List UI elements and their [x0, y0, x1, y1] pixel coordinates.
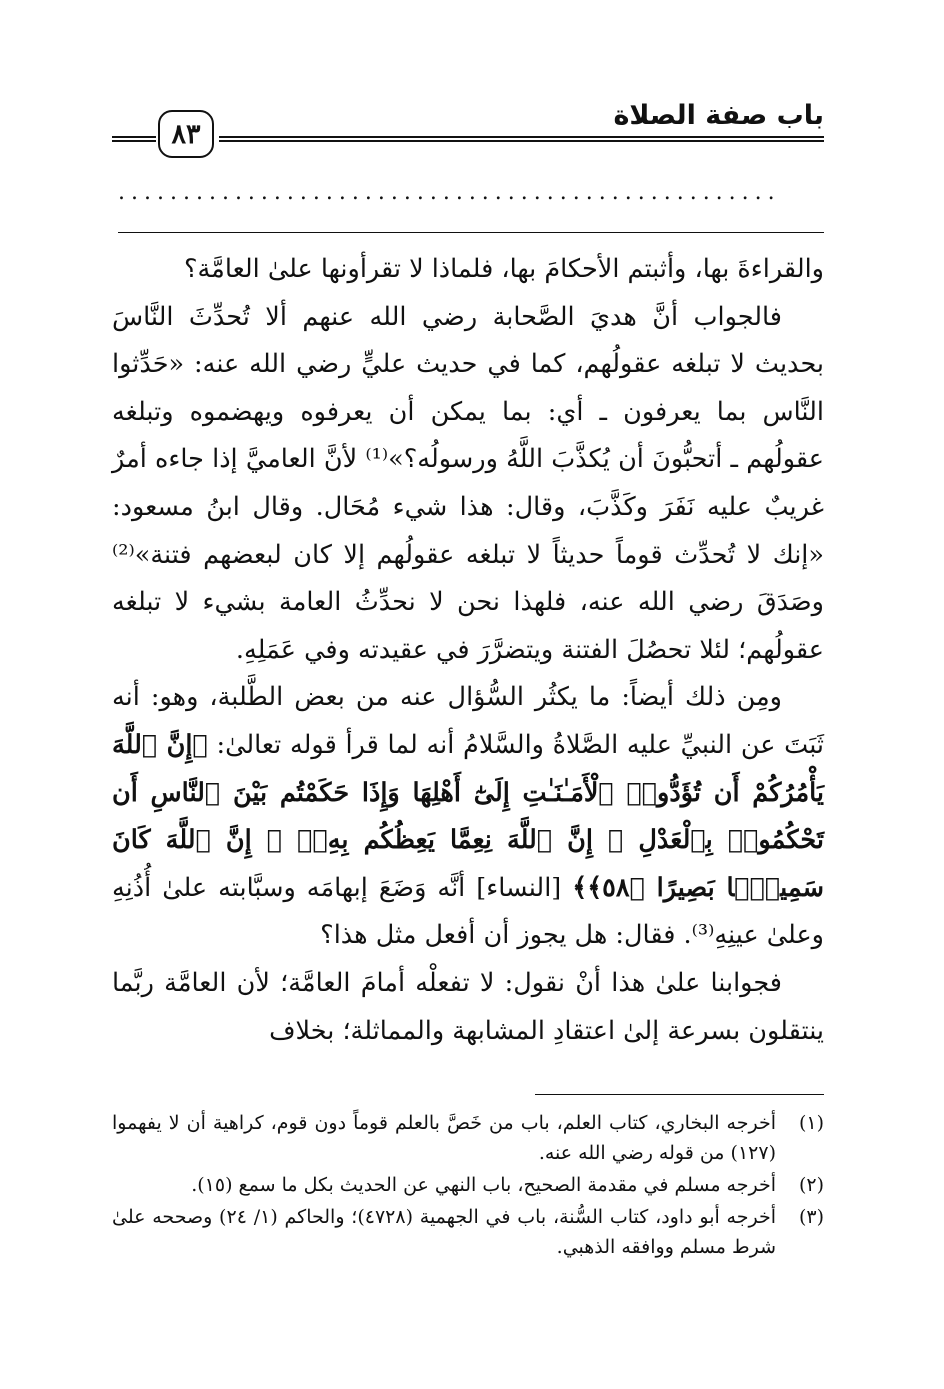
footnote-3 — [112, 1202, 824, 1262]
header-rule — [219, 136, 824, 142]
footnote-1 — [112, 1108, 824, 1168]
top-body-rule — [118, 232, 824, 233]
footnote-number: (٣) — [798, 1206, 824, 1228]
header-rule-short — [112, 136, 156, 142]
after-verse-text: [النساء] أنَّه وَضَعَ إبهامَه وسبَّابته علىٰ أُذُنِهِ وعلىٰ عينِهِ⁽³⁾. فقال: هل يجوز أن أفعل مثل هذا؟ — [112, 872, 824, 951]
main-text — [112, 246, 824, 1055]
footnote-text: أخرجه أبو داود، كتاب السُّنة، باب في الجهمية (٤٧٢٨)؛ والحاكم (١/ ٢٤) وصححه علىٰ شرط مسلم ووافقه الذهبي. — [112, 1206, 776, 1258]
paragraph-3-intro: ومِن ذلك أيضاً: ما يكثُر السُّؤال عنه من بعض الطَّلبة، وهو: أنه ثَبَتَ عن النبيِّ عليه الصَّلاةُ والسَّلامُ أنه لما قرأ قوله تعالىٰ: — [112, 682, 824, 760]
footnotes — [112, 1108, 824, 1264]
footnote-separator — [535, 1094, 824, 1095]
paragraph-4: فجوابنا علىٰ هذا أنْ نقول: لا تفعلْه أمامَ العامَّة؛ لأن العامَّة ربَّما ينتقلون بسرعة إلىٰ اعتقادِ المشابهة والمماثلة؛ بخلاف — [112, 967, 824, 1046]
footnote-2 — [112, 1170, 824, 1200]
footnote-text: أخرجه مسلم في مقدمة الصحيح، باب النهي عن الحديث بكل ما سمع (١٥). — [191, 1174, 776, 1196]
dotted-separator: ................................................... — [118, 180, 781, 205]
paragraph-3 — [112, 674, 824, 960]
page-number: ٨٣ — [158, 110, 214, 158]
quran-verse: ﴿إِنَّ ٱللَّهَ يَأْمُرُكُمْ أَن تُؤَدُّوا۟ ٱلْأَمَـٰنَـٰتِ إِلَىٰٓ أَهْلِهَا وَإِذَا حَكَمْتُم بَيْنَ ٱلنَّاسِ أَن تَحْكُمُوا۟ بِٱلْعَدْلِ ۚ إِنَّ ٱللَّهَ نِعِمَّا يَعِظُكُم بِهِۦٓ ۗ إِنَّ ٱللَّهَ كَانَ سَمِيعًۢا بَصِيرًا ﴿٥٨﴾﴾ — [112, 729, 824, 903]
footnote-text: أخرجه البخاري، كتاب العلم، باب من خَصَّ بالعلم قوماً دون قوم، كراهية أن لا يفهموا (١٢٧) من قوله رضي الله عنه. — [112, 1112, 776, 1164]
running-title: باب صفة الصلاة — [613, 100, 824, 131]
footnote-number: (٢) — [798, 1174, 824, 1196]
footnote-number: (١) — [798, 1112, 824, 1134]
paragraph-2: فالجواب أنَّ هديَ الصَّحابة رضي الله عنهم ألا تُحدِّثَ النَّاسَ بحديث لا تبلغه عقولُهم، كما في حديث عليٍّ رضي الله عنه: «حَدِّثوا النَّاس بما يعرفون ـ أي: بما يمكن أن يعرفوه ويهضموه وتبلغه عقولُهم ـ أتحبُّونَ أن يُكذَّبَ اللَّهُ ورسولُه؟»⁽¹⁾ لأنَّ العاميَّ إذا جاءه أمرٌ غريبٌ عليه نَفَرَ وكَذَّبَ، وقال: هذا شيء مُحَال. وقال ابنُ مسعود: «إنك لا تُحدِّث قوماً حديثاً لا تبلغه عقولُهم إلا كان لبعضهم فتنة»⁽²⁾ وصَدَقَ رضي الله عنه، فلهذا نحن لا نحدِّثُ العامة بشيء لا تبلغه عقولُهم؛ لئلا تحصُلَ الفتنة ويتضرَّرَ في عقيدته وفي عَمَلِهِ. — [112, 301, 825, 665]
paragraph-1: والقراءةَ بها، وأثبتم الأحكامَ بها، فلماذا لا تقرأونها علىٰ العامَّة؟ — [183, 254, 824, 284]
page-header — [112, 100, 824, 160]
